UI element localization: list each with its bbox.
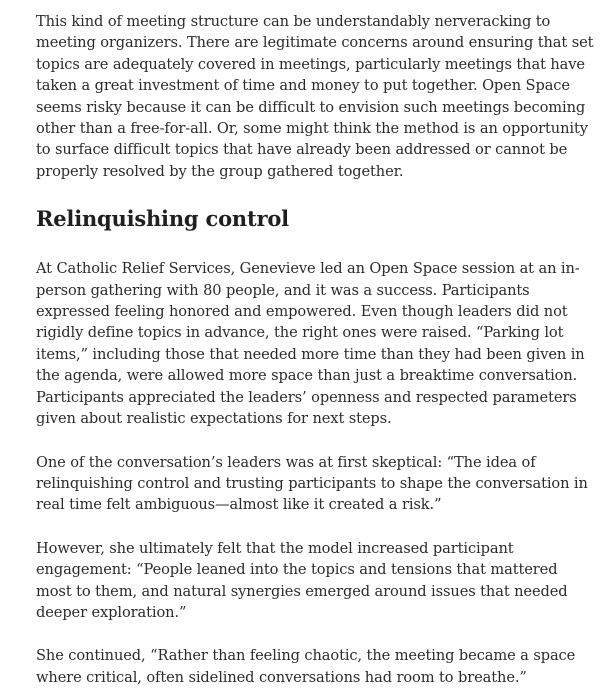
article-body (36, 8, 596, 688)
paragraph-continued: She continued, “Rather than feeling chaotic, the meeting became a space where critical, often sidelined conversations had room to breathe.” (36, 647, 576, 686)
section-heading: Relinquishing control (36, 206, 289, 232)
intro-paragraph: This kind of meeting structure can be understandably nerveracking to meeting organizers. There are legitimate concerns around ensuring that set topics are adequately covered in meetings, particularly meetings that have taken a great investment of time and money to put together. Open Space seems risky because it can be difficult to envision such meetings becoming other than a free-for-all. Or, some might think the method is an opportunity to surface difficult topics that have already been addressed or cannot be properly resolved by the group gathered together. (36, 13, 594, 180)
paragraph-catholic-relief: At Catholic Relief Services, Genevieve led an Open Space session at an in-person gathering with 80 people, and it was a success. Participants expressed feeling honored and empowered. Even though leaders did not rigidly define topics in advance, the right ones were raised. “Parking lot items,” including those that needed more time than they had been given in the agenda, were allowed more space than just a breaktime conversation. Participants appreciated the leaders’ openness and respected parameters given about realistic expectations for next steps. (36, 260, 585, 428)
paragraph-skeptical-leader: One of the conversation’s leaders was at first skeptical: “The idea of relinquishing control and trusting participants to shape the conversation in real time felt ambiguous—almost like it created a risk.” (36, 453, 588, 514)
paragraph-engagement: However, she ultimately felt that the model increased participant engagement: “People leaned into the topics and tensions that mattered most to them, and natural synergies emerged around issues that needed deeper exploration.” (36, 539, 568, 621)
